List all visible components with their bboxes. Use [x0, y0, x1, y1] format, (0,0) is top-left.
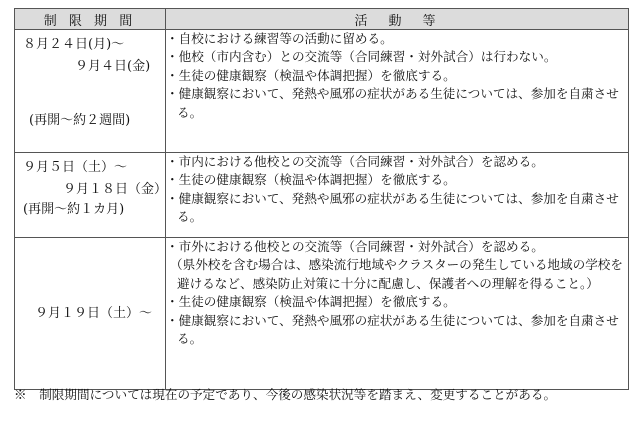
activities-cell	[166, 238, 629, 390]
footnote: ※ 制限期間については現在の予定であり、今後の感染状況等を踏まえ、変更することがある。	[14, 387, 557, 402]
activity-item: ・健康観察において、発熱や風邪の症状がある生徒については、参加を自粛させる。	[166, 86, 619, 120]
activity-item: ・健康観察において、発熱や風邪の症状がある生徒については、参加を自粛させる。	[166, 190, 619, 225]
period-start: ９月１９日（土）～	[35, 305, 153, 321]
period-end: ９月１８日（金）	[63, 182, 168, 197]
period-duration: (再開～約１カ月)	[23, 202, 125, 217]
period-cell	[15, 30, 166, 153]
activity-item: ・健康観察において、発熱や風邪の症状がある生徒については、参加を自粛させる。	[166, 312, 619, 347]
period-cell	[15, 238, 166, 390]
restriction-table	[14, 8, 629, 390]
table-row	[15, 30, 629, 153]
table-row	[15, 238, 629, 390]
activities-cell	[166, 153, 629, 238]
period-end: ９月４日(金)	[75, 59, 151, 74]
period-start: ８月２４日(月)～	[23, 37, 125, 52]
header-row	[15, 9, 629, 30]
activity-note: （県外校を含む場合は、感染流行地域やクラスターの発生している地域の学校を避けるなど、感染防止対策に十分に配慮し、保護者への理解を得ること。）	[170, 257, 623, 291]
period-cell	[15, 153, 166, 238]
activity-item: ・生徒の健康観察（検温や体調把握）を徹底する。	[166, 172, 456, 188]
header-period: 制 限 期 間	[15, 9, 166, 30]
activity-item: ・生徒の健康観察（検温や体調把握）を徹底する。	[166, 67, 456, 83]
activity-item: ・市内における他校との交流等（合同練習・対外試合）を認める。	[166, 154, 544, 169]
activities-cell	[166, 30, 629, 153]
activity-item: ・生徒の健康観察（検温や体調把握）を徹底する。	[166, 294, 456, 310]
activity-item: ・他校（市内含む）との交流等（合同練習・対外試合）は行わない。	[166, 49, 557, 65]
period-start: ９月５日（土）～	[23, 160, 128, 175]
table-row	[15, 153, 629, 238]
header-activities: 活 動 等	[166, 9, 629, 30]
activity-item: ・自校における練習等の活動に留める。	[166, 31, 393, 46]
activity-item: ・市外における他校との交流等（合同練習・対外試合）を認める。	[166, 239, 544, 254]
period-duration: (再開～約２週間)	[29, 113, 131, 128]
